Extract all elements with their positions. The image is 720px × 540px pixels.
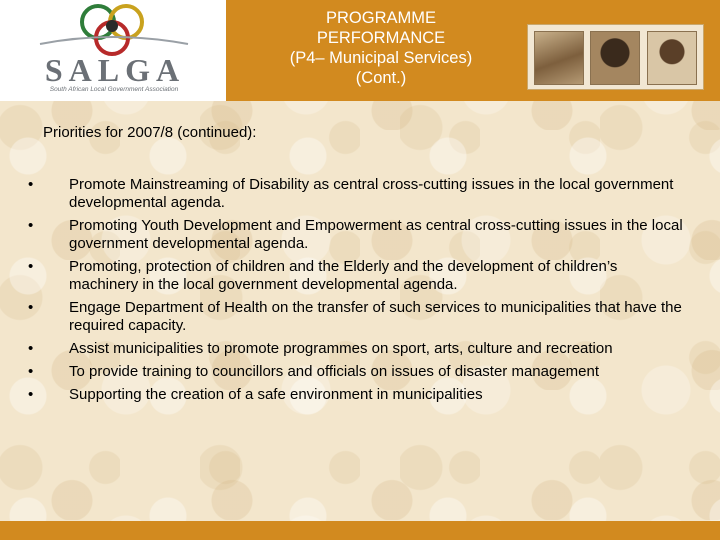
photo-strip (527, 24, 704, 90)
list-item-text: Promote Mainstreaming of Disability as central cross-cutting issues in the local government developmental agenda. (69, 176, 674, 211)
list-item-text: Promoting, protection of children and the Elderly and the development of children’s machinery in the local government developmental agenda. (69, 258, 618, 293)
bullet-icon: • (28, 363, 34, 380)
title-line: PROGRAMME (325, 9, 436, 27)
list-item (28, 258, 688, 294)
photo-thumbnail (534, 31, 584, 85)
list-item (28, 299, 688, 335)
photo-thumbnail (590, 31, 640, 85)
title-line: (P4– Municipal Services) (289, 49, 473, 67)
list-item-text: Promoting Youth Development and Empowerment as central cross-cutting issues in the local government developmental agenda. (69, 217, 683, 252)
bullet-icon: • (28, 258, 34, 275)
list-item (28, 340, 688, 358)
photo-thumbnail (647, 31, 697, 85)
title-line: (Cont.) (355, 69, 407, 87)
bullet-icon: • (28, 176, 34, 193)
header-bar (0, 0, 720, 101)
list-item-text: To provide training to councillors and officials on issues of disaster management (69, 363, 600, 380)
list-item-text: Supporting the creation of a safe environment in municipalities (69, 386, 483, 403)
bullet-icon: • (28, 217, 34, 234)
logo-tagline: South African Local Government Association (49, 86, 179, 93)
list-item-text: Engage Department of Health on the transfer of such services to municipalities that have the required capacity. (69, 299, 682, 334)
list-item (28, 217, 688, 253)
list-item-text: Assist municipalities to promote programmes on sport, arts, culture and recreation (69, 340, 613, 357)
bullet-icon: • (28, 340, 34, 357)
list-item (28, 176, 688, 212)
list-item (28, 363, 688, 381)
logo-wordmark: SALGA (44, 52, 186, 88)
footer-bar (0, 521, 720, 540)
list-item (28, 386, 688, 404)
section-subheading: Priorities for 2007/8 (continued): (43, 124, 257, 141)
salga-logo (0, 0, 226, 101)
bullet-icon: • (28, 299, 34, 316)
slide-title (246, 8, 516, 88)
priority-list (28, 176, 688, 409)
bullet-icon: • (28, 386, 34, 403)
title-line: PERFORMANCE (316, 29, 446, 47)
